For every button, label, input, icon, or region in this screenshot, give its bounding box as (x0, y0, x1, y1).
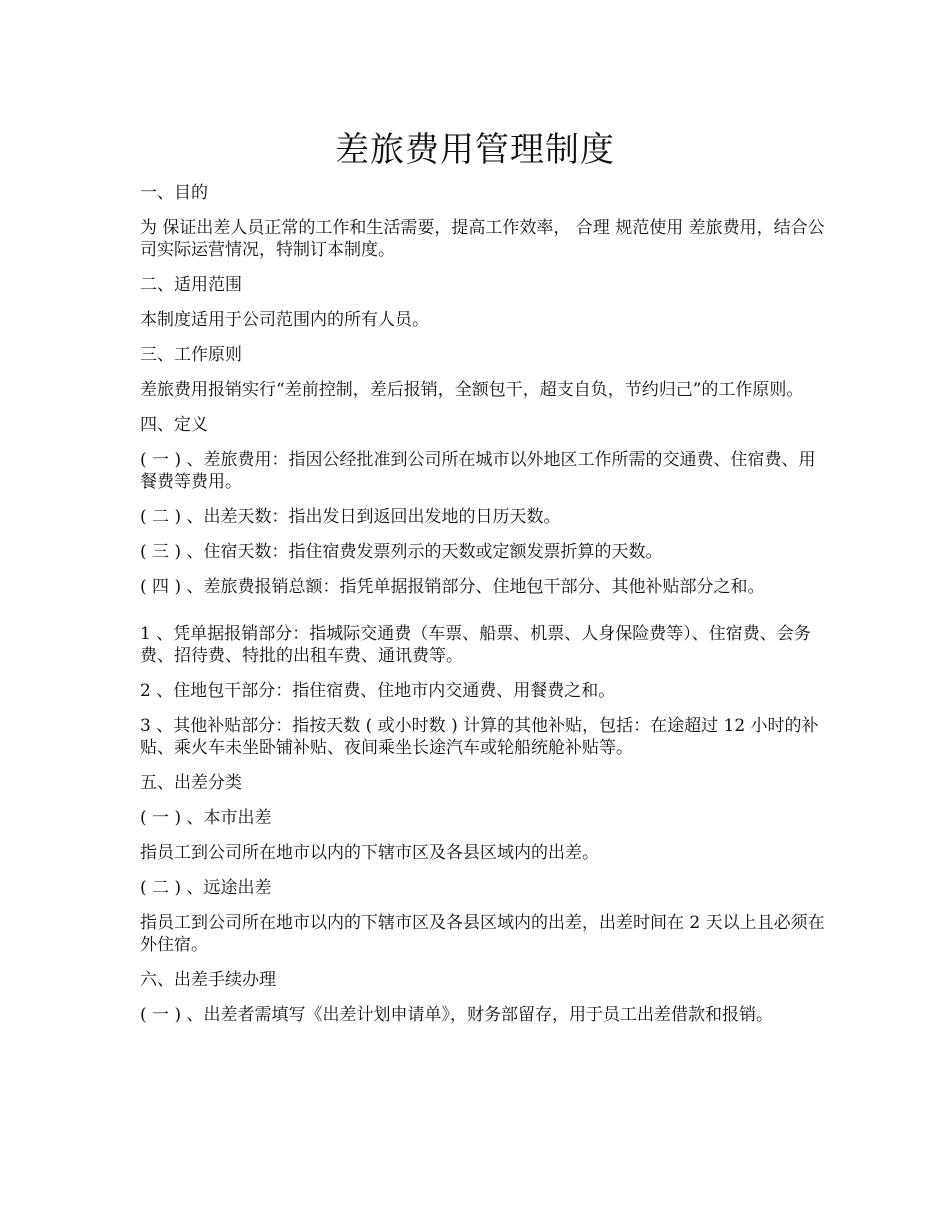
trip-type-long-title: ( 二 ) 、远途出差 (140, 878, 272, 898)
section-heading-principle: 三、工作原则 (140, 345, 242, 365)
paragraph-purpose: 为 保证出差人员正常的工作和生活需要，提高工作效率， 合理 规范使用 差旅费用，结合公司实际运营情况，特制订本制度。 (140, 218, 825, 260)
trip-type-local-text: 指员工到公司所在地市以内的下辖市区及各县区域内的出差。 (140, 843, 599, 863)
document-title: 差旅费用管理制度 (335, 130, 615, 170)
section-heading-purpose: 一、目的 (140, 183, 208, 203)
section-heading-definitions: 四、定义 (140, 415, 208, 435)
paragraph-principle: 差旅费用报销实行“差前控制，差后报销，全额包干，超支自负，节约归己”的工作原则。 (140, 380, 804, 400)
definition-item-4: ( 四 ) 、差旅费报销总额：指凭单据报销部分、住地包干部分、其他补贴部分之和。 (140, 577, 765, 597)
section-heading-procedure: 六、出差手续办理 (140, 970, 276, 990)
trip-type-long-text: 指员工到公司所在地市以内的下辖市区及各县区域内的出差，出差时间在 2 天以上且必须在外住宿。 (140, 913, 825, 955)
procedure-item-1: ( 一 ) 、出差者需填写《出差计划申请单》，财务部留存，用于员工出差借款和报销。 (140, 1005, 773, 1025)
paragraph-scope: 本制度适用于公司范围内的所有人员。 (140, 310, 429, 330)
definition-item-3: ( 三 ) 、住宿天数：指住宿费发票列示的天数或定额发票折算的天数。 (140, 542, 663, 562)
trip-type-local-title: ( 一 ) 、本市出差 (140, 808, 272, 828)
definition-subitem-2: 2 、住地包干部分：指住宿费、住地市内交通费、用餐费之和。 (140, 681, 616, 701)
definition-item-2: ( 二 ) 、出差天数：指出发日到返回出发地的日历天数。 (140, 507, 561, 527)
definition-subitem-3: 3 、其他补贴部分：指按天数 ( 或小时数 ) 计算的其他补贴，包括：在途超过 12 小时的补贴、乘火车未坐卧铺补贴、夜间乘坐长途汽车或轮船统舱补贴等。 (140, 716, 819, 758)
section-heading-scope: 二、适用范围 (140, 275, 242, 295)
document-body (140, 182, 830, 1039)
definition-item-1: ( 一 ) 、差旅费用：指因公经批准到公司所在城市以外地区工作所需的交通费、住宿费、用餐费等费用。 (140, 450, 816, 492)
section-heading-trip-types: 五、出差分类 (140, 773, 242, 793)
definition-subitem-1: 1 、凭单据报销部分：指城际交通费（车票、船票、机票、人身保险费等）、住宿费、会务费、招待费、特批的出租车费、通讯费等。 (140, 624, 811, 666)
